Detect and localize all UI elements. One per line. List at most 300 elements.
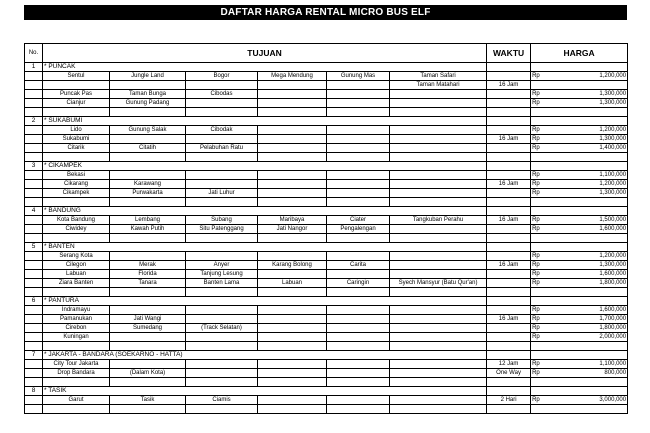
destination-cell <box>390 306 487 315</box>
number-cell <box>25 369 43 378</box>
number-cell <box>25 225 43 234</box>
number-cell <box>25 99 43 108</box>
destination-cell <box>390 324 487 333</box>
empty-cell <box>25 288 43 297</box>
price-currency: Rp <box>532 397 540 403</box>
empty-cell <box>487 198 531 207</box>
destination-cell <box>390 126 487 135</box>
number-cell <box>25 315 43 324</box>
destination-cell: Florida <box>110 270 186 279</box>
empty-cell <box>110 234 186 243</box>
time-cell <box>487 297 531 306</box>
destination-cell: Carita <box>327 261 390 270</box>
price-table <box>24 43 628 414</box>
number-cell <box>25 126 43 135</box>
table-row <box>25 180 628 189</box>
destination-cell: Karawang <box>110 180 186 189</box>
price-amount: 1,300,000 <box>541 135 628 144</box>
empty-cell <box>110 288 186 297</box>
destination-cell: Kuningan <box>43 333 110 342</box>
destination-cell <box>110 252 186 261</box>
destination-cell <box>390 333 487 342</box>
empty-cell <box>390 108 487 117</box>
group-name: * PANTURA <box>43 297 487 306</box>
destination-cell <box>327 99 390 108</box>
number-cell <box>25 171 43 180</box>
destination-cell: Tanara <box>110 279 186 288</box>
price-amount: 1,300,000 <box>541 189 628 198</box>
price-amount: 3,000,000 <box>541 396 628 405</box>
destination-cell: Jungle Land <box>110 72 186 81</box>
time-cell <box>487 306 531 315</box>
destination-cell: Cirebon <box>43 324 110 333</box>
destination-cell <box>327 324 390 333</box>
empty-cell <box>541 342 628 351</box>
empty-cell <box>43 198 110 207</box>
category-row <box>25 297 628 306</box>
destination-cell: Sumedang <box>110 324 186 333</box>
empty-cell <box>110 108 186 117</box>
number-cell <box>25 306 43 315</box>
group-name: * SUKABUMI <box>43 117 487 126</box>
destination-cell <box>43 81 110 90</box>
destination-cell <box>258 315 327 324</box>
destination-cell: Citarik <box>43 144 110 153</box>
destination-cell <box>327 396 390 405</box>
table-row <box>25 270 628 279</box>
empty-cell <box>43 405 110 414</box>
price-amount: 1,600,000 <box>541 306 628 315</box>
empty-cell <box>531 405 541 414</box>
destination-cell: Labuan <box>43 270 110 279</box>
price-currency: Rp <box>532 361 540 367</box>
empty-cell <box>541 405 628 414</box>
destination-cell <box>110 135 186 144</box>
table-row <box>25 72 628 81</box>
price-amount <box>541 387 628 396</box>
price-currency <box>531 207 541 216</box>
table-row <box>25 135 628 144</box>
group-name: * JAKARTA - BANDARA (SOEKARNO - HATTA) <box>43 351 487 360</box>
price-amount: 1,500,000 <box>541 216 628 225</box>
number-cell <box>25 252 43 261</box>
destination-cell <box>258 360 327 369</box>
price-amount: 1,600,000 <box>541 225 628 234</box>
destination-cell <box>390 270 487 279</box>
category-row <box>25 162 628 171</box>
empty-cell <box>327 234 390 243</box>
destination-cell <box>186 81 258 90</box>
destination-cell <box>258 333 327 342</box>
destination-cell: (Track Selatan) <box>186 324 258 333</box>
spacer-row <box>25 198 628 207</box>
empty-cell <box>327 108 390 117</box>
number-cell <box>25 324 43 333</box>
header-harga: HARGA <box>531 44 628 63</box>
empty-cell <box>110 378 186 387</box>
price-currency <box>531 351 541 360</box>
time-cell: 16 Jam <box>487 180 531 189</box>
destination-cell <box>186 369 258 378</box>
destination-cell <box>258 270 327 279</box>
price-currency: Rp <box>532 172 540 178</box>
empty-cell <box>390 405 487 414</box>
spacer-row <box>25 234 628 243</box>
price-currency: Rp <box>532 307 540 313</box>
empty-cell <box>258 198 327 207</box>
table-row <box>25 99 628 108</box>
destination-cell: Maribaya <box>258 216 327 225</box>
price-amount <box>541 117 628 126</box>
price-amount <box>541 243 628 252</box>
destination-cell: Banten Lama <box>186 279 258 288</box>
price-currency <box>531 297 541 306</box>
empty-cell <box>531 108 541 117</box>
empty-cell <box>110 405 186 414</box>
price-currency <box>531 387 541 396</box>
destination-cell: Labuan <box>258 279 327 288</box>
destination-cell: Subang <box>186 216 258 225</box>
empty-cell <box>327 405 390 414</box>
empty-cell <box>25 108 43 117</box>
destination-cell: Cilegon <box>43 261 110 270</box>
table-row <box>25 324 628 333</box>
category-row <box>25 63 628 72</box>
group-number: 5 <box>25 243 43 252</box>
price-amount: 1,700,000 <box>541 315 628 324</box>
number-cell <box>25 360 43 369</box>
empty-cell <box>541 198 628 207</box>
group-number: 6 <box>25 297 43 306</box>
destination-cell <box>110 306 186 315</box>
destination-cell <box>327 144 390 153</box>
destination-cell: Ciwidey <box>43 225 110 234</box>
empty-cell <box>43 288 110 297</box>
destination-cell <box>258 306 327 315</box>
price-currency: Rp <box>532 100 540 106</box>
time-cell <box>487 243 531 252</box>
destination-cell <box>327 81 390 90</box>
price-amount: 1,300,000 <box>541 261 628 270</box>
empty-cell <box>25 405 43 414</box>
empty-cell <box>531 153 541 162</box>
destination-cell: Sentul <box>43 72 110 81</box>
time-cell <box>487 351 531 360</box>
empty-cell <box>258 405 327 414</box>
destination-cell: Gunung Padang <box>110 99 186 108</box>
empty-cell <box>258 108 327 117</box>
destination-cell <box>327 306 390 315</box>
category-row <box>25 117 628 126</box>
destination-cell: Taman Matahari <box>390 81 487 90</box>
price-amount: 1,100,000 <box>541 360 628 369</box>
table-row <box>25 171 628 180</box>
table-row <box>25 369 628 378</box>
empty-cell <box>390 342 487 351</box>
time-cell <box>487 189 531 198</box>
destination-cell <box>390 315 487 324</box>
price-currency: Rp <box>532 253 540 259</box>
destination-cell: Cibodak <box>186 126 258 135</box>
price-amount: 1,200,000 <box>541 180 628 189</box>
table-row <box>25 360 628 369</box>
destination-cell: Situ Patenggang <box>186 225 258 234</box>
price-amount <box>541 351 628 360</box>
price-amount <box>541 81 628 90</box>
table-row <box>25 261 628 270</box>
destination-cell: Pelabuhan Ratu <box>186 144 258 153</box>
empty-cell <box>541 234 628 243</box>
price-amount: 1,300,000 <box>541 99 628 108</box>
time-cell <box>487 387 531 396</box>
price-currency: Rp <box>532 334 540 340</box>
time-cell: One Way <box>487 369 531 378</box>
empty-cell <box>43 234 110 243</box>
destination-cell <box>110 333 186 342</box>
destination-cell <box>390 261 487 270</box>
group-name: * PUNCAK <box>43 63 487 72</box>
destination-cell: Cibodas <box>186 90 258 99</box>
time-cell <box>487 225 531 234</box>
price-amount: 1,300,000 <box>541 90 628 99</box>
time-cell: 16 Jam <box>487 81 531 90</box>
number-cell <box>25 72 43 81</box>
destination-cell <box>390 252 487 261</box>
time-cell <box>487 63 531 72</box>
price-currency <box>531 117 541 126</box>
destination-cell: Indramayu <box>43 306 110 315</box>
spacer-row <box>25 378 628 387</box>
header-row <box>25 44 628 63</box>
empty-cell <box>186 378 258 387</box>
table-row <box>25 225 628 234</box>
table-row <box>25 144 628 153</box>
empty-cell <box>390 378 487 387</box>
destination-cell: Ciamis <box>186 396 258 405</box>
group-name: * TASIK <box>43 387 487 396</box>
destination-cell: Purwakarta <box>110 189 186 198</box>
destination-cell <box>258 324 327 333</box>
empty-cell <box>390 153 487 162</box>
table-row <box>25 306 628 315</box>
destination-cell: Serang Kota <box>43 252 110 261</box>
spacer-row <box>25 153 628 162</box>
table-row <box>25 126 628 135</box>
category-row <box>25 207 628 216</box>
destination-cell: Sukabumi <box>43 135 110 144</box>
empty-cell <box>186 153 258 162</box>
destination-cell: Drop Bandara <box>43 369 110 378</box>
destination-cell <box>258 126 327 135</box>
price-currency: Rp <box>532 271 540 277</box>
spacer-row <box>25 108 628 117</box>
destination-cell <box>258 90 327 99</box>
empty-cell <box>487 378 531 387</box>
destination-cell: (Dalam Kota) <box>110 369 186 378</box>
destination-cell <box>327 333 390 342</box>
empty-cell <box>327 198 390 207</box>
empty-cell <box>110 342 186 351</box>
price-amount: 1,200,000 <box>541 72 628 81</box>
price-amount: 1,600,000 <box>541 270 628 279</box>
destination-cell: Syech Mansyur (Batu Qur'an) <box>390 279 487 288</box>
time-cell <box>487 117 531 126</box>
table-row <box>25 279 628 288</box>
time-cell <box>487 126 531 135</box>
time-cell <box>487 270 531 279</box>
destination-cell <box>186 135 258 144</box>
empty-cell <box>43 378 110 387</box>
price-amount: 2,000,000 <box>541 333 628 342</box>
empty-cell <box>43 108 110 117</box>
price-currency: Rp <box>532 262 540 268</box>
destination-cell <box>390 180 487 189</box>
empty-cell <box>327 153 390 162</box>
group-number: 8 <box>25 387 43 396</box>
number-cell <box>25 144 43 153</box>
category-row <box>25 351 628 360</box>
price-amount: 1,400,000 <box>541 144 628 153</box>
price-amount <box>541 207 628 216</box>
destination-cell <box>186 333 258 342</box>
price-currency: Rp <box>532 325 540 331</box>
empty-cell <box>25 198 43 207</box>
category-row <box>25 243 628 252</box>
group-number: 7 <box>25 351 43 360</box>
price-currency: Rp <box>532 217 540 223</box>
empty-cell <box>258 234 327 243</box>
destination-cell <box>390 225 487 234</box>
destination-cell: Tanjung Lesung <box>186 270 258 279</box>
empty-cell <box>258 153 327 162</box>
number-cell <box>25 396 43 405</box>
empty-cell <box>186 234 258 243</box>
destination-cell <box>186 180 258 189</box>
destination-cell: Kawah Putih <box>110 225 186 234</box>
time-cell: 16 Jam <box>487 315 531 324</box>
time-cell <box>487 252 531 261</box>
empty-cell <box>43 153 110 162</box>
price-amount: 800,000 <box>541 369 628 378</box>
empty-cell <box>541 288 628 297</box>
destination-cell: Citatih <box>110 144 186 153</box>
destination-cell: Bogor <box>186 72 258 81</box>
destination-cell: Garut <box>43 396 110 405</box>
group-name: * CIKAMPEK <box>43 162 487 171</box>
number-cell <box>25 135 43 144</box>
number-cell <box>25 270 43 279</box>
price-currency: Rp <box>532 280 540 286</box>
destination-cell: Gunung Mas <box>327 72 390 81</box>
price-amount <box>541 162 628 171</box>
empty-cell <box>487 405 531 414</box>
destination-cell: Cikampek <box>43 189 110 198</box>
empty-cell <box>186 342 258 351</box>
time-cell <box>487 72 531 81</box>
empty-cell <box>541 378 628 387</box>
destination-cell: Lembang <box>110 216 186 225</box>
destination-cell: Pamanukan <box>43 315 110 324</box>
table-body <box>25 63 628 414</box>
destination-cell: Karang Bolong <box>258 261 327 270</box>
destination-cell <box>110 171 186 180</box>
destination-cell: Bekasi <box>43 171 110 180</box>
table-row <box>25 189 628 198</box>
header-tujuan: TUJUAN <box>43 44 487 63</box>
destination-cell: Cianjur <box>43 99 110 108</box>
destination-cell: Jati Nangor <box>258 225 327 234</box>
destination-cell <box>390 135 487 144</box>
price-amount: 1,200,000 <box>541 252 628 261</box>
empty-cell <box>258 342 327 351</box>
page-title: DAFTAR HARGA RENTAL MICRO BUS ELF <box>24 5 627 20</box>
time-cell <box>487 279 531 288</box>
destination-cell <box>327 315 390 324</box>
empty-cell <box>390 234 487 243</box>
header-no: No. <box>25 44 43 63</box>
empty-cell <box>258 378 327 387</box>
destination-cell <box>258 144 327 153</box>
destination-cell <box>390 189 487 198</box>
destination-cell: Tasik <box>110 396 186 405</box>
table-row <box>25 216 628 225</box>
price-currency: Rp <box>532 226 540 232</box>
destination-cell <box>390 90 487 99</box>
group-number: 3 <box>25 162 43 171</box>
destination-cell <box>390 99 487 108</box>
category-row <box>25 387 628 396</box>
price-currency: Rp <box>532 370 540 376</box>
destination-cell: Puncak Pas <box>43 90 110 99</box>
empty-cell <box>186 288 258 297</box>
destination-cell: Cikarang <box>43 180 110 189</box>
spacer-row <box>25 288 628 297</box>
header-waktu: WAKTU <box>487 44 531 63</box>
time-cell: 16 Jam <box>487 216 531 225</box>
number-cell <box>25 279 43 288</box>
number-cell <box>25 81 43 90</box>
empty-cell <box>531 198 541 207</box>
empty-cell <box>258 288 327 297</box>
empty-cell <box>25 153 43 162</box>
destination-cell: Merak <box>110 261 186 270</box>
empty-cell <box>110 153 186 162</box>
empty-cell <box>531 288 541 297</box>
destination-cell: Pengalengan <box>327 225 390 234</box>
destination-cell <box>327 126 390 135</box>
price-amount: 1,100,000 <box>541 171 628 180</box>
destination-cell <box>390 171 487 180</box>
number-cell <box>25 189 43 198</box>
destination-cell <box>327 135 390 144</box>
destination-cell: Mega Mendung <box>258 72 327 81</box>
destination-cell <box>258 369 327 378</box>
destination-cell <box>390 360 487 369</box>
destination-cell <box>258 135 327 144</box>
empty-cell <box>531 234 541 243</box>
empty-cell <box>487 342 531 351</box>
time-cell: 12 Jam <box>487 360 531 369</box>
empty-cell <box>390 288 487 297</box>
table-row <box>25 81 628 90</box>
destination-cell <box>390 369 487 378</box>
empty-cell <box>25 342 43 351</box>
empty-cell <box>531 378 541 387</box>
price-currency: Rp <box>532 91 540 97</box>
destination-cell <box>110 81 186 90</box>
time-cell <box>487 90 531 99</box>
group-number: 2 <box>25 117 43 126</box>
